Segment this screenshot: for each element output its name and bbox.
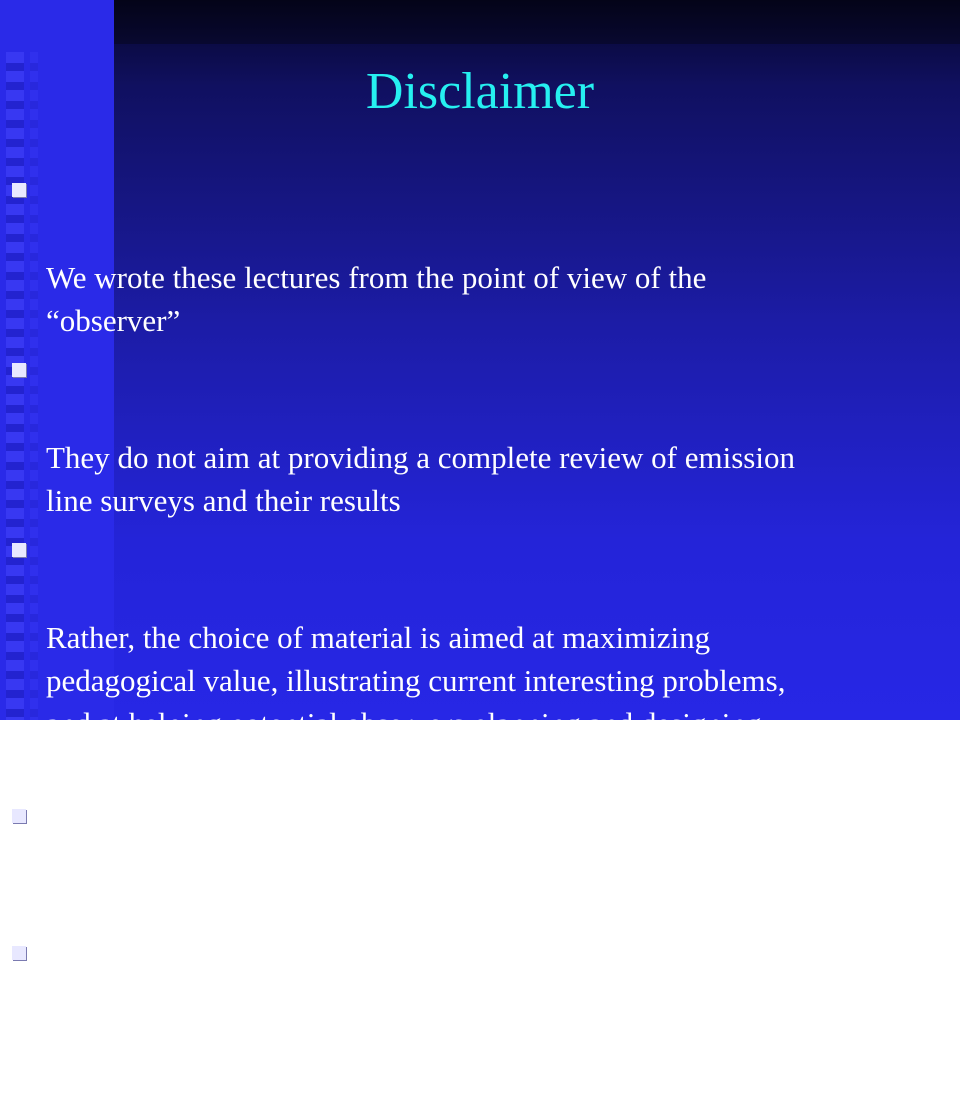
bullet-text: It also reflects our personal tastes and bias [46,886,571,921]
bullet-text: We wrote these lectures from the point of view of the “observer” [46,260,707,338]
square-bullet-icon [12,543,26,557]
bullet-item [12,170,950,342]
top-decor-band [114,0,960,44]
bullet-text: Rather, the choice of material is aimed at maximizing pedagogical value, illustrating current interesting problems, and at helping potential observers planning and designing their own emission line surveys [46,620,786,784]
slide-title: Disclaimer [365,63,595,120]
square-bullet-icon [12,809,26,823]
square-bullet-icon [12,183,26,197]
bullet-list [12,170,950,1113]
bullet-item [12,350,950,522]
bullet-item [12,530,950,788]
bullet-item [12,933,950,1105]
bullet-item [12,796,950,925]
bullet-text: Readers are strongly encouraged to do further, comparative research in any specific subject discussed here [46,1023,782,1101]
square-bullet-icon [12,946,26,960]
bullet-text: They do not aim at providing a complete review of emission line surveys and their results [46,440,795,518]
square-bullet-icon [12,363,26,377]
